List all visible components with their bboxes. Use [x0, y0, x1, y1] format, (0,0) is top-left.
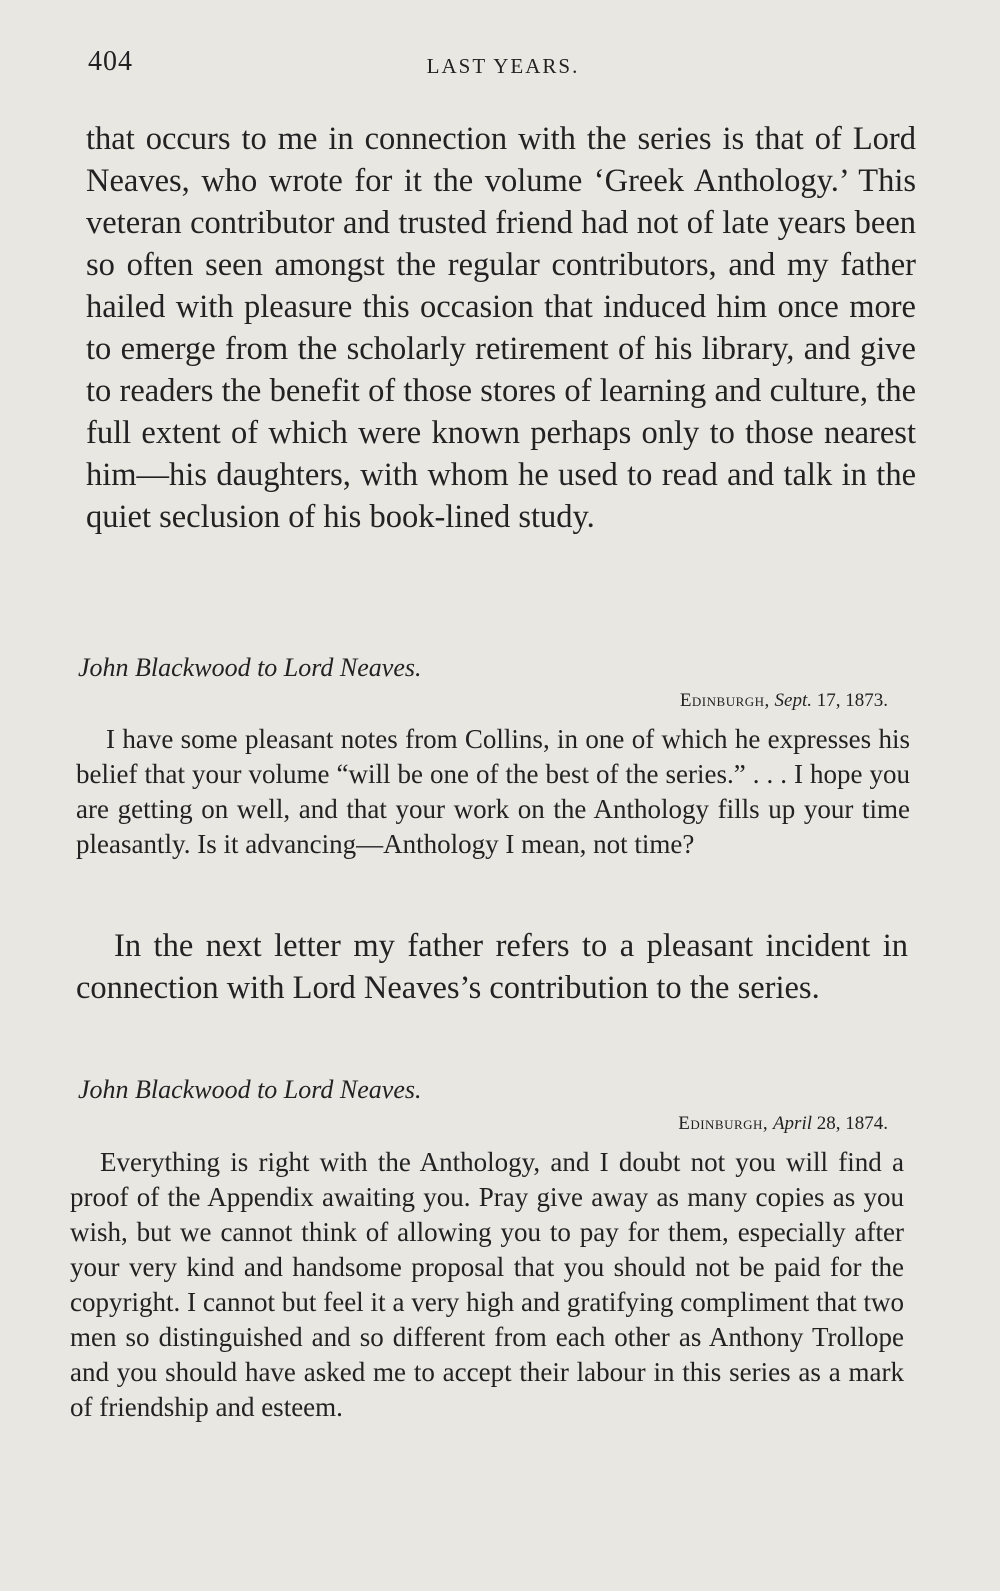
body-paragraph: In the next letter my father refers to a pleasant incident in connection with Lord Neaves’s contribution to the series. [76, 928, 908, 1006]
letter-heading: John Blackwood to Lord Neaves. [78, 653, 422, 682]
letter-text: Everything is right with the Anthology, and I doubt not you will find a proof of the Appendix awaiting you. Pray give away as many copies as you wish, but we cannot think of allowing you to pay for them, especially after your very kind and handsome proposal that you should not be paid for the copyright. I cannot but feel it a very high and gratifying compliment that two men so distinguished and so different from each other as Anthony Trollope and you should have asked me to accept their labour in this series as a mark of friendship and esteem. [70, 1147, 904, 1422]
dateline-month: April [772, 1113, 812, 1134]
dateline-place: Edinburgh, [678, 1113, 769, 1134]
letter-dateline [678, 1113, 888, 1135]
page-number: 404 [88, 46, 133, 77]
letter-dateline [680, 690, 888, 712]
page-header [88, 42, 918, 92]
body-paragraph: that occurs to me in connection with the series is that of Lord Neaves, who wrote for it the volume ‘Greek Anthology.’ This veteran contributor and trusted friend had not of late years been so often seen amongst the regular contributors, and my father hailed with pleasure this occasion that induced him once more to emerge from the scholarly retirement of his library, and give to readers the benefit of those stores of learning and culture, the full extent of which were known perhaps only to those nearest him—his daughters, with whom he used to read and talk in the quiet seclusion of his book-lined study. [86, 121, 916, 535]
dateline-place: Edinburgh, [679, 690, 770, 711]
letter-heading: John Blackwood to Lord Neaves. [78, 1075, 422, 1104]
dateline-date: 17, 1873. [816, 690, 888, 711]
dateline-month: Sept. [774, 690, 812, 711]
letter-text: I have some pleasant notes from Collins, in one of which he expresses his belief that your volume “will be one of the best of the series.” . . . I hope you are getting on well, and that your work on the Anthology fills up your time pleasantly. Is it advancing—Anthology I mean, not time? [76, 724, 910, 859]
running-title: LAST YEARS. [426, 54, 580, 78]
dateline-date: 28, 1874. [816, 1113, 888, 1134]
